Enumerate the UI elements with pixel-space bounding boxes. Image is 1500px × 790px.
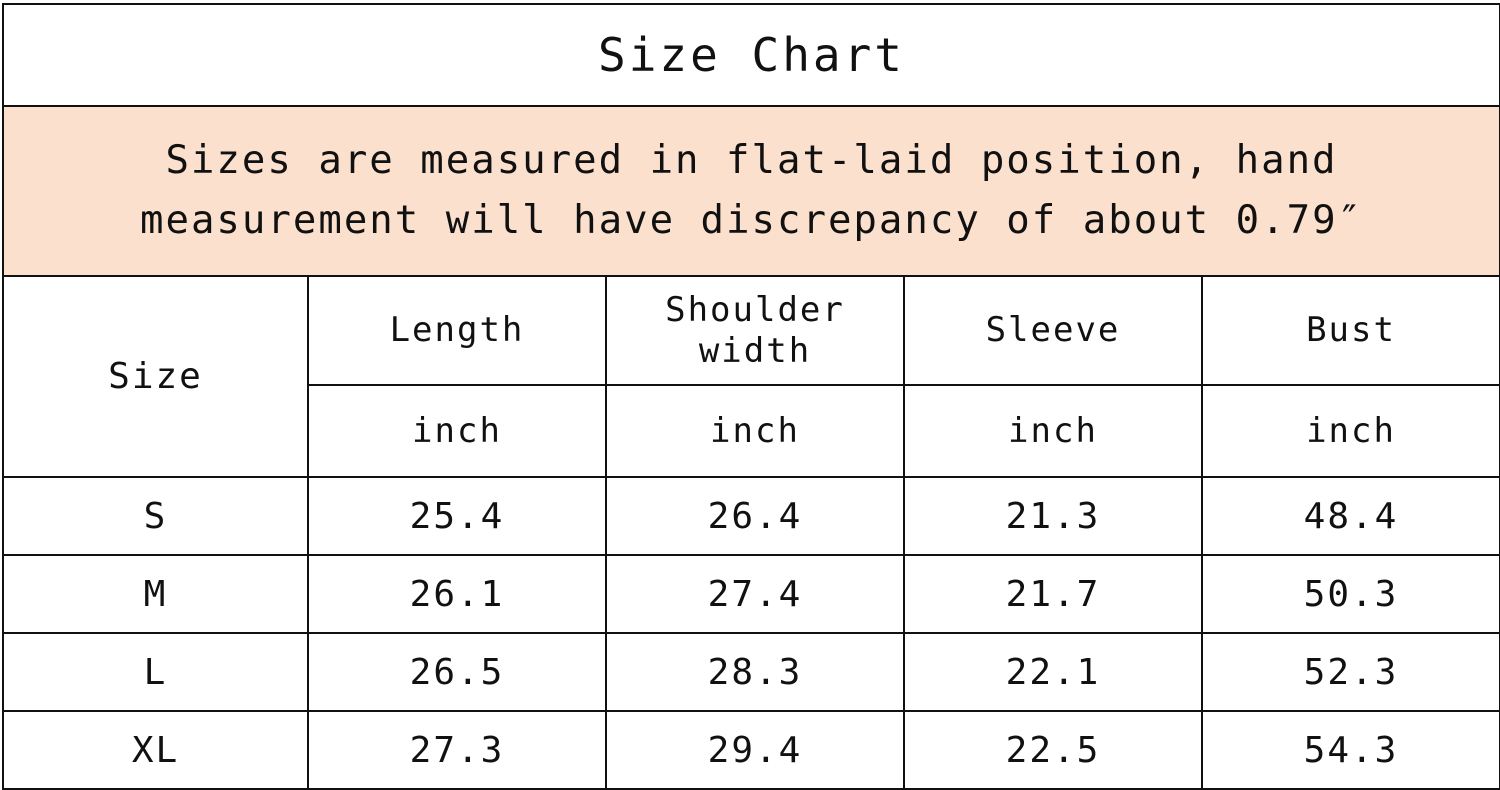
table-row [3,711,1500,789]
table-row [3,633,1500,711]
cell-length: 26.5 [308,633,606,711]
table-row [3,555,1500,633]
column-header-length: Length [308,276,606,385]
cell-length: 26.1 [308,555,606,633]
row-size-label: M [3,555,308,633]
cell-shoulder-width: 28.3 [606,633,904,711]
cell-bust: 50.3 [1202,555,1500,633]
cell-sleeve: 21.7 [904,555,1202,633]
cell-sleeve: 22.5 [904,711,1202,789]
table-row [3,477,1500,555]
unit-shoulder-width: inch [606,385,904,477]
unit-length: inch [308,385,606,477]
measurement-note: Sizes are measured in flat-laid position, hand measurement will have discrepancy of about 0.79″ [3,106,1500,276]
cell-shoulder-width: 27.4 [606,555,904,633]
cell-length: 25.4 [308,477,606,555]
cell-sleeve: 21.3 [904,477,1202,555]
column-header-shoulder-width: Shoulder width [606,276,904,385]
row-size-label: XL [3,711,308,789]
cell-bust: 48.4 [1202,477,1500,555]
table-row-title [3,4,1500,106]
table-row-header [3,276,1500,385]
page-title: Size Chart [3,4,1500,106]
cell-shoulder-width: 26.4 [606,477,904,555]
column-header-size: Size [3,276,308,477]
cell-shoulder-width: 29.4 [606,711,904,789]
cell-sleeve: 22.1 [904,633,1202,711]
cell-bust: 52.3 [1202,633,1500,711]
unit-bust: inch [1202,385,1500,477]
row-size-label: S [3,477,308,555]
column-header-sleeve: Sleeve [904,276,1202,385]
row-size-label: L [3,633,308,711]
table-row-note [3,106,1500,276]
cell-bust: 54.3 [1202,711,1500,789]
size-chart-table [2,3,1500,790]
cell-length: 27.3 [308,711,606,789]
column-header-bust: Bust [1202,276,1500,385]
unit-sleeve: inch [904,385,1202,477]
